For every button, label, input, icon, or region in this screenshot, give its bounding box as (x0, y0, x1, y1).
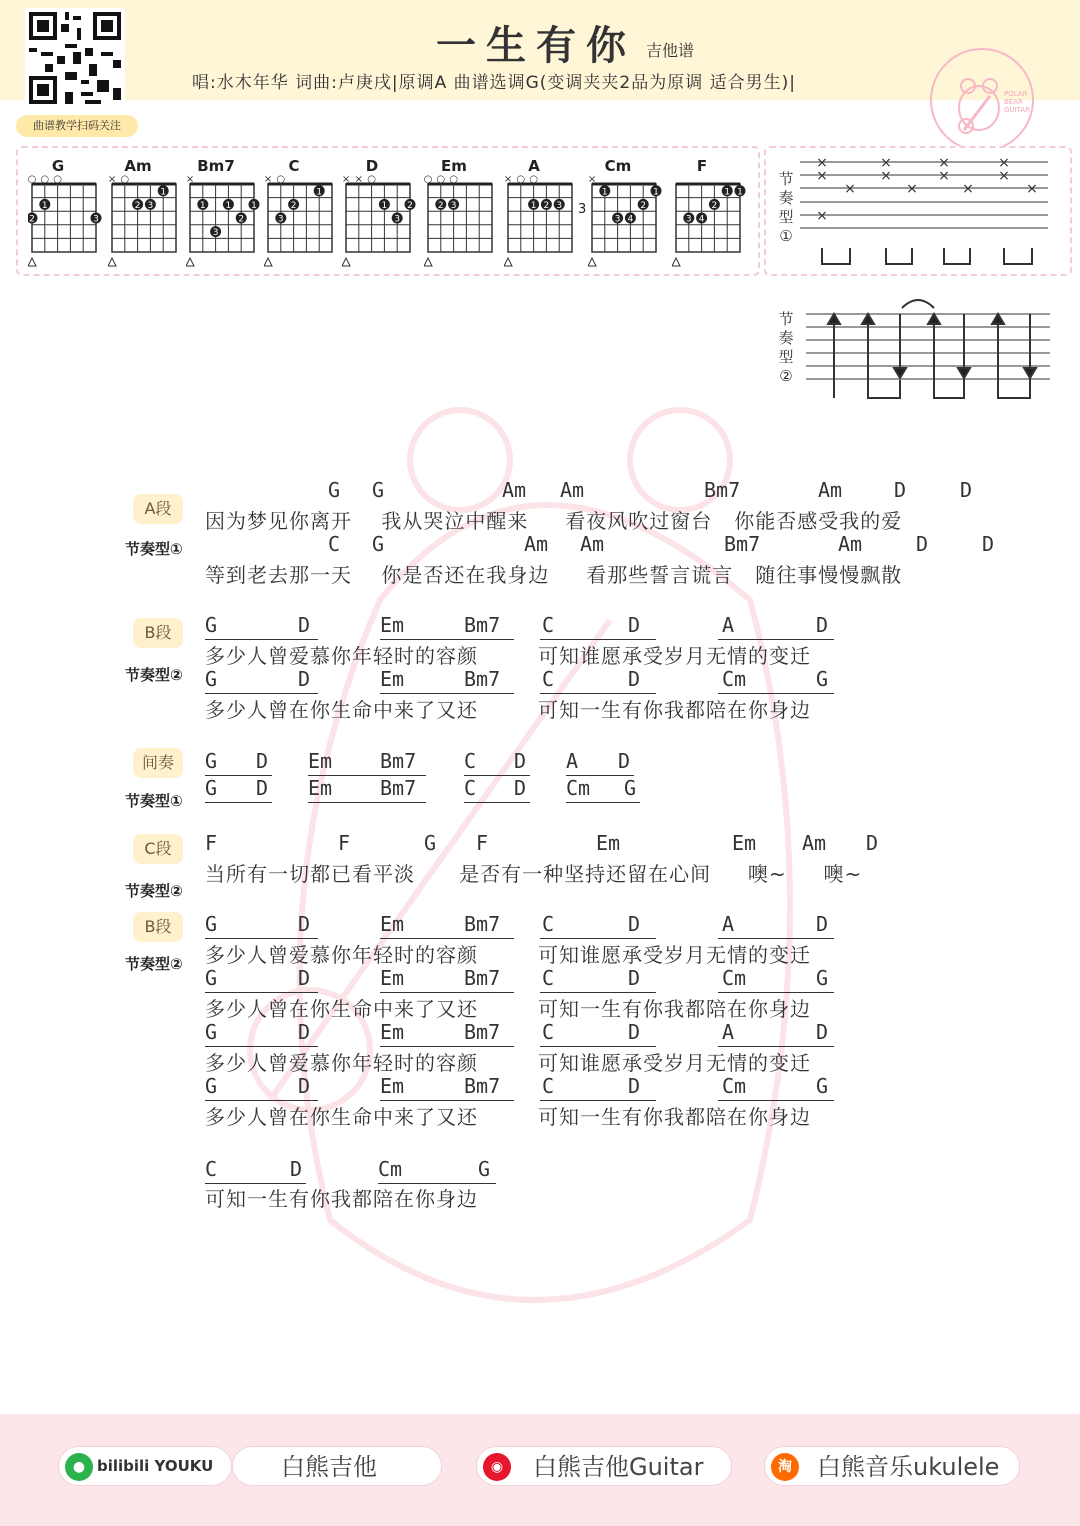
svg-text:1: 1 (199, 200, 206, 211)
svg-text:×: × (504, 174, 513, 185)
lyric-line: 可知谁愿承受岁月无情的变迁 (538, 943, 811, 967)
chord-diagram-grid (424, 174, 500, 274)
lyric-line: 可知谁愿承受岁月无情的变迁 (538, 1051, 811, 1075)
chord-label: Bm7 (464, 613, 501, 637)
footer-link-taobao[interactable]: 淘 白熊音乐ukulele (764, 1446, 1020, 1486)
lyric-line: 当所有一切都已看平淡 是否有一种坚持还留在心间 噢~ 噢~ (205, 862, 863, 886)
chord-label: C (542, 966, 555, 990)
section-b-tag: B段 (133, 618, 183, 648)
svg-text:○: ○ (516, 174, 526, 185)
chord-label: D (628, 1074, 641, 1098)
chord-label: Cm (722, 667, 747, 691)
chord-label: G (816, 1074, 829, 1098)
chord-label: F (205, 831, 218, 855)
fret-number: 3 (578, 202, 587, 217)
chord-label: C (542, 1020, 555, 1044)
chord-label: D (290, 1157, 303, 1181)
chord-diagram-Am (108, 174, 184, 270)
svg-text:×: × (938, 155, 950, 171)
chord-diagram-grid (108, 174, 184, 274)
chord-label: F (338, 831, 351, 855)
svg-text:3: 3 (394, 214, 401, 225)
svg-text:3: 3 (212, 228, 219, 239)
section-b2-rhythm: 节奏型② (125, 955, 183, 973)
chord-label: D (298, 613, 311, 637)
chord-diagram-name: C (288, 157, 300, 175)
chord-label: D (514, 776, 527, 800)
rhythm-2-label: 节 奏 型 ② (778, 310, 794, 385)
chord-label: A (566, 749, 579, 773)
chord-label: Cm (566, 776, 591, 800)
page-title: 一生有你 (436, 23, 636, 69)
svg-text:3: 3 (93, 214, 99, 225)
logo-text: POLAR BEAR GUITAR (1004, 90, 1030, 114)
chord-diagram-name: Em (441, 157, 467, 175)
taobao-icon: 淘 (771, 1453, 799, 1481)
chord-diagram-grid (504, 174, 580, 274)
footer-link-baixiong-guitar[interactable]: 白熊吉他 (232, 1446, 442, 1486)
chord-label: G (372, 478, 385, 502)
svg-text:×: × (880, 155, 892, 171)
svg-text:2: 2 (543, 200, 550, 211)
chord-label: D (816, 912, 829, 936)
lyric-line: 可知一生有你我都陪在你身边 (538, 997, 811, 1021)
chord-label: Bm7 (464, 1020, 501, 1044)
qr-caption: 曲谱教学扫码关注 (16, 115, 138, 137)
chord-underline (205, 802, 272, 803)
chord-label: G (478, 1157, 491, 1181)
chord-label: Am (524, 532, 549, 556)
section-a-tag: A段 (133, 494, 183, 524)
svg-text:2: 2 (437, 200, 444, 211)
svg-text:○: ○ (40, 174, 50, 185)
svg-text:3: 3 (277, 214, 284, 225)
rhythm-1-label: 节 奏 型 ① (778, 170, 794, 245)
chord-label: Bm7 (464, 667, 501, 691)
svg-text:1: 1 (251, 200, 257, 211)
svg-text:3: 3 (614, 214, 621, 225)
chord-label: G (816, 667, 829, 691)
chord-label: D (916, 532, 929, 556)
chord-label: C (464, 776, 477, 800)
lyric-line: 可知一生有你我都陪在你身边 (538, 1105, 811, 1129)
svg-text:×: × (588, 174, 597, 185)
svg-text:○: ○ (367, 174, 376, 185)
chord-label: Cm (722, 966, 747, 990)
svg-text:1: 1 (601, 187, 608, 198)
chord-label: G (205, 776, 218, 800)
chord-underline (566, 802, 640, 803)
chord-diagram-grid (28, 174, 104, 274)
lyric-line: 可知谁愿承受岁月无情的变迁 (538, 644, 811, 668)
chord-label: D (256, 776, 269, 800)
chord-label: G (205, 912, 218, 936)
chord-diagram-grid (588, 174, 664, 274)
svg-text:2: 2 (290, 200, 297, 211)
svg-text:×: × (938, 168, 950, 184)
chord-diagram-name: Am (124, 157, 152, 175)
chord-label: Em (380, 667, 405, 691)
lyric-line: 可知一生有你我都陪在你身边 (205, 1187, 478, 1211)
lyric-line: 因为梦见你离开 我从哭泣中醒来 看夜风吹过窗台 你能否感受我的爱 (205, 509, 903, 533)
chord-label: D (628, 966, 641, 990)
chord-label: G (372, 532, 385, 556)
svg-text:1: 1 (41, 200, 48, 211)
lyric-line: 等到老去那一天 你是否还在我身边 看那些誓言谎言 随往事慢慢飘散 (205, 563, 903, 587)
chord-diagram-name: Bm7 (197, 157, 235, 175)
chord-label: Am (818, 478, 843, 502)
svg-text:2: 2 (238, 214, 245, 225)
lyric-line: 多少人曾爱慕你年轻时的容颜 (205, 644, 478, 668)
chord-label: A (722, 613, 735, 637)
chord-label: Bm7 (464, 912, 501, 936)
chord-label: G (205, 966, 218, 990)
chord-label: D (982, 532, 995, 556)
lyric-line: 可知一生有你我都陪在你身边 (538, 698, 811, 722)
platform-pill[interactable] (58, 1446, 232, 1486)
chord-label: D (298, 912, 311, 936)
chord-diagram-name: A (528, 157, 540, 175)
page-subtitle: 吉他谱 (646, 41, 695, 60)
chord-label: C (542, 667, 555, 691)
svg-text:×: × (962, 181, 974, 197)
chord-label: D (618, 749, 631, 773)
interlude-rhythm: 节奏型① (125, 792, 183, 810)
svg-text:1: 1 (653, 187, 659, 198)
chord-label: C (205, 1157, 218, 1181)
chord-label: Am (838, 532, 863, 556)
chord-diagram-name: Cm (604, 157, 632, 175)
chord-diagram-grid (264, 174, 340, 274)
svg-text:×: × (1026, 181, 1038, 197)
chord-label: D (298, 667, 311, 691)
chord-label: Em (596, 831, 621, 855)
chord-label: Em (380, 613, 405, 637)
svg-text:3: 3 (556, 200, 563, 211)
chord-diagram-Cm (588, 174, 664, 270)
svg-text:×: × (816, 208, 828, 224)
chord-label: D (256, 749, 269, 773)
section-b2-tag: B段 (133, 912, 183, 942)
interlude-tag: 间奏 (133, 748, 183, 778)
svg-text:3: 3 (685, 214, 692, 225)
chord-label: Em (380, 966, 405, 990)
chord-label: F (476, 831, 489, 855)
chord-label: Am (802, 831, 827, 855)
chord-label: D (866, 831, 879, 855)
chord-label: G (205, 667, 218, 691)
svg-text:×: × (342, 174, 351, 185)
wechat-icon: ● (65, 1453, 93, 1481)
chord-diagram-grid (672, 174, 748, 274)
svg-text:×: × (816, 155, 828, 171)
chord-label: C (464, 749, 477, 773)
chord-diagram-grid (186, 174, 262, 274)
svg-text:1: 1 (381, 200, 388, 211)
lyric-line: 多少人曾在你生命中来了又还 (205, 997, 478, 1021)
chord-label: C (328, 532, 341, 556)
chord-label: Am (580, 532, 605, 556)
chord-label: D (628, 912, 641, 936)
chord-label: A (722, 912, 735, 936)
svg-text:×: × (108, 174, 117, 185)
svg-text:3: 3 (450, 200, 457, 211)
chord-label: C (542, 613, 555, 637)
svg-text:2: 2 (134, 200, 141, 211)
chord-label: Bm7 (704, 478, 741, 502)
svg-text:○: ○ (120, 174, 130, 185)
chord-label: Am (502, 478, 527, 502)
svg-text:2: 2 (711, 200, 718, 211)
chord-label: D (816, 1020, 829, 1044)
chord-label: Am (560, 478, 585, 502)
section-a-rhythm: 节奏型① (125, 540, 183, 558)
svg-text:1: 1 (737, 187, 743, 198)
svg-text:4: 4 (698, 214, 705, 225)
chord-label: Em (732, 831, 757, 855)
chord-label: D (960, 478, 973, 502)
platform-names: bilibili YOUKU (97, 1457, 214, 1475)
chord-label: Bm7 (464, 966, 501, 990)
chord-label: D (298, 1020, 311, 1044)
chord-label: Em (380, 912, 405, 936)
svg-text:×: × (354, 174, 363, 185)
svg-text:○: ○ (449, 174, 458, 185)
lyric-line: 多少人曾爱慕你年轻时的容颜 (205, 943, 478, 967)
svg-text:1: 1 (530, 200, 537, 211)
svg-text:○: ○ (53, 174, 62, 185)
chord-label: D (894, 478, 907, 502)
svg-text:×: × (880, 168, 892, 184)
chord-label: D (628, 667, 641, 691)
svg-text:1: 1 (160, 187, 167, 198)
chord-label: G (205, 749, 218, 773)
chord-label: D (298, 1074, 311, 1098)
svg-text:○: ○ (424, 174, 433, 185)
chord-diagram-F (672, 174, 748, 270)
svg-text:×: × (186, 174, 195, 185)
section-c-rhythm: 节奏型② (125, 882, 183, 900)
svg-text:×: × (264, 174, 273, 185)
section-c-tag: C段 (133, 834, 183, 864)
svg-text:4: 4 (627, 214, 634, 225)
rhythm-pattern-2 (806, 292, 1056, 402)
chord-label: G (205, 1020, 218, 1044)
chord-label: Bm7 (464, 1074, 501, 1098)
song-info: 唱:水木年华 词曲:卢庚戌|原调A 曲谱选调G(变调夹夹2品为原调 适合男生)| (192, 73, 797, 93)
chord-label: Em (308, 776, 333, 800)
chord-label: Bm7 (380, 749, 417, 773)
chord-diagram-Em (424, 174, 500, 270)
chord-label: G (328, 478, 341, 502)
chord-label: Em (308, 749, 333, 773)
svg-text:×: × (998, 168, 1010, 184)
chord-label: G (205, 1074, 218, 1098)
footer-link-weibo[interactable]: ◉ 白熊吉他Guitar (476, 1446, 732, 1486)
svg-text:○: ○ (28, 174, 37, 185)
chord-underline (464, 802, 530, 803)
chord-label: D (298, 966, 311, 990)
svg-text:○: ○ (276, 174, 286, 185)
chord-label: G (424, 831, 437, 855)
chord-label: D (514, 749, 527, 773)
chord-label: D (816, 613, 829, 637)
svg-text:2: 2 (407, 200, 413, 211)
svg-text:○: ○ (436, 174, 446, 185)
svg-text:×: × (906, 181, 918, 197)
svg-text:3: 3 (147, 200, 154, 211)
svg-text:1: 1 (724, 187, 731, 198)
chord-diagram-name: G (51, 157, 65, 175)
chord-label: Cm (722, 1074, 747, 1098)
svg-text:○: ○ (529, 174, 538, 185)
svg-text:×: × (998, 155, 1010, 171)
chord-label: G (624, 776, 637, 800)
chord-label: Cm (378, 1157, 403, 1181)
chord-label: G (205, 613, 218, 637)
lyric-line: 多少人曾在你生命中来了又还 (205, 1105, 478, 1129)
svg-text:1: 1 (316, 187, 323, 198)
chord-underline (308, 802, 426, 803)
chord-diagram-A (504, 174, 580, 270)
chord-diagram-name: D (365, 157, 379, 175)
svg-text:2: 2 (640, 200, 647, 211)
chord-label: Bm7 (380, 776, 417, 800)
svg-text:1: 1 (225, 200, 232, 211)
chord-diagram-Bm7 (186, 174, 262, 270)
chord-diagram-D (342, 174, 418, 270)
chord-label: C (542, 1074, 555, 1098)
lyric-line: 多少人曾在你生命中来了又还 (205, 698, 478, 722)
section-b-rhythm: 节奏型② (125, 666, 183, 684)
chord-diagram-G (28, 174, 104, 270)
lyric-line: 多少人曾爱慕你年轻时的容颜 (205, 1051, 478, 1075)
chord-label: D (628, 1020, 641, 1044)
svg-text:×: × (816, 168, 828, 184)
chord-diagram-C (264, 174, 340, 270)
chord-label: A (722, 1020, 735, 1044)
rhythm-pattern-1 (800, 152, 1056, 272)
chord-diagram-grid (342, 174, 418, 274)
qr-code[interactable] (25, 8, 125, 108)
chord-diagram-name: F (696, 157, 708, 175)
chord-label: Bm7 (724, 532, 761, 556)
chord-label: Em (380, 1020, 405, 1044)
weibo-icon: ◉ (483, 1453, 511, 1481)
chord-label: G (816, 966, 829, 990)
chord-label: Em (380, 1074, 405, 1098)
svg-text:×: × (844, 181, 856, 197)
chord-label: D (628, 613, 641, 637)
chord-label: C (542, 912, 555, 936)
svg-text:2: 2 (29, 214, 35, 225)
